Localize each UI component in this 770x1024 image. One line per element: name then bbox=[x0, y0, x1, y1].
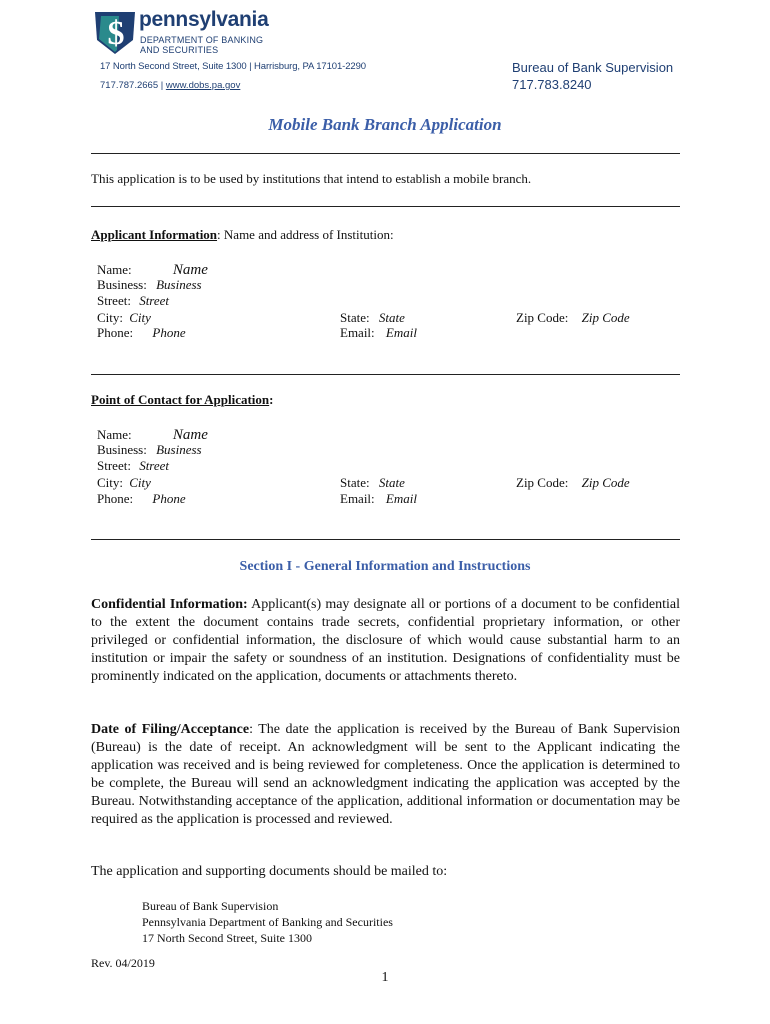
applicant-phone-value[interactable]: Phone bbox=[152, 325, 186, 340]
revision-label: Rev. 04/2019 bbox=[91, 956, 155, 970]
contact-city-value[interactable]: City bbox=[129, 475, 151, 490]
contact-street-field[interactable]: Street: Street bbox=[97, 458, 170, 473]
applicant-city-field[interactable]: City: City bbox=[97, 310, 151, 325]
bureau-phone: 717.783.8240 bbox=[512, 77, 592, 92]
applicant-heading: Applicant Information: Name and address of Institution: bbox=[91, 227, 394, 242]
mailing-address-line1: Bureau of Bank Supervision bbox=[142, 899, 279, 913]
pa-keystone-logo-icon bbox=[93, 10, 137, 56]
contact-name-value[interactable]: Name bbox=[172, 427, 208, 443]
section-1-title: Section I - General Information and Instructions bbox=[239, 559, 531, 574]
mailing-address bbox=[142, 898, 393, 946]
bureau-block bbox=[512, 59, 673, 93]
date-of-filing-text: : The date the application is received by the Bureau of Bank Supervision (Bureau) is the date of receipt. An acknowledgment will be sent to the Applicant indicating the application was received and is being reviewed for completeness. Once the application is determined to be complete, the Bureau will send an acknowledgment indicating the application was accepted by the Bureau. Notwithstanding acceptance of the application, additional information or documentation may be required as the application is processed and reviewed. bbox=[91, 722, 681, 827]
applicant-business-value[interactable]: Business bbox=[156, 277, 202, 292]
contact-zip-value[interactable]: Zip Code bbox=[581, 475, 630, 490]
contact-street-value[interactable]: Street bbox=[139, 458, 170, 473]
department-address: 17 North Second Street, Suite 1300 | Harrisburg, PA 17101-2290 bbox=[100, 61, 366, 72]
logo-wordmark: pennsylvania bbox=[139, 8, 269, 31]
applicant-name-value[interactable]: Name bbox=[172, 262, 208, 278]
contact-email-value[interactable]: Email bbox=[385, 491, 417, 506]
applicant-business-field[interactable]: Business: Business bbox=[97, 277, 202, 292]
contact-phone-value[interactable]: Phone bbox=[152, 491, 186, 506]
contact-city-field[interactable]: City: City bbox=[97, 475, 151, 490]
divider bbox=[91, 539, 680, 540]
contact-state-field[interactable]: State: State bbox=[340, 475, 405, 490]
department-phone: 717.787.2665 | bbox=[100, 80, 164, 91]
contact-name-field[interactable]: Name: Name bbox=[97, 427, 208, 443]
mailing-address-line2: Pennsylvania Department of Banking and Securities bbox=[142, 915, 393, 929]
applicant-name-field[interactable]: Name: Name bbox=[97, 262, 208, 278]
applicant-zip-value[interactable]: Zip Code bbox=[581, 310, 630, 325]
department-contact bbox=[100, 80, 240, 91]
applicant-state-value[interactable]: State bbox=[378, 310, 405, 325]
mailing-instructions: The application and supporting documents should be mailed to: bbox=[91, 864, 448, 879]
contact-heading: Point of Contact for Application: bbox=[91, 392, 274, 407]
department-website-link[interactable]: www.dobs.pa.gov bbox=[165, 80, 241, 91]
confidential-info-text: Applicant(s) may designate all or portions of a document to be confidential to the extent the document contains trade secrets, confidential proprietary information, or other privileged or confidential information, the disclosure of which would cause substantial harm to an institution or impair the safety or soundness of an institution. Designations of confidentiality must be prominently indicated on the application, documents or attachments thereto. bbox=[91, 597, 681, 684]
bureau-name: Bureau of Bank Supervision bbox=[512, 60, 674, 75]
intro-text: This application is to be used by institutions that intend to establish a mobile branch. bbox=[91, 171, 532, 186]
contact-zip-field[interactable]: Zip Code: Zip Code bbox=[516, 475, 630, 490]
logo-department-line1: DEPARTMENT OF BANKING bbox=[140, 35, 264, 45]
date-of-filing-paragraph bbox=[91, 721, 680, 829]
contact-business-value[interactable]: Business bbox=[156, 442, 202, 457]
date-of-filing-label: Date of Filing/Acceptance bbox=[91, 722, 250, 737]
applicant-state-field[interactable]: State: State bbox=[340, 310, 405, 325]
applicant-street-field[interactable]: Street: Street bbox=[97, 293, 170, 308]
divider bbox=[91, 153, 680, 154]
applicant-phone-field[interactable]: Phone: Phone bbox=[97, 325, 186, 340]
applicant-zip-field[interactable]: Zip Code: Zip Code bbox=[516, 310, 630, 325]
logo-department-line2: AND SECURITIES bbox=[140, 45, 219, 55]
contact-phone-field[interactable]: Phone: Phone bbox=[97, 491, 186, 506]
confidential-info-paragraph bbox=[91, 596, 680, 686]
applicant-email-value[interactable]: Email bbox=[385, 325, 417, 340]
contact-business-field[interactable]: Business: Business bbox=[97, 442, 202, 457]
confidential-info-label: Confidential Information: bbox=[91, 597, 248, 612]
page-number: 1 bbox=[381, 970, 389, 985]
mailing-address-line3: 17 North Second Street, Suite 1300 bbox=[142, 931, 312, 945]
contact-state-value[interactable]: State bbox=[378, 475, 405, 490]
contact-email-field[interactable]: Email: Email bbox=[340, 491, 417, 506]
divider bbox=[91, 374, 680, 375]
applicant-street-value[interactable]: Street bbox=[139, 293, 170, 308]
applicant-city-value[interactable]: City bbox=[129, 310, 151, 325]
svg-text:$: $ bbox=[107, 15, 125, 52]
applicant-email-field[interactable]: Email: Email bbox=[340, 325, 417, 340]
page-title: Mobile Bank Branch Application bbox=[268, 115, 502, 134]
divider bbox=[91, 206, 680, 207]
